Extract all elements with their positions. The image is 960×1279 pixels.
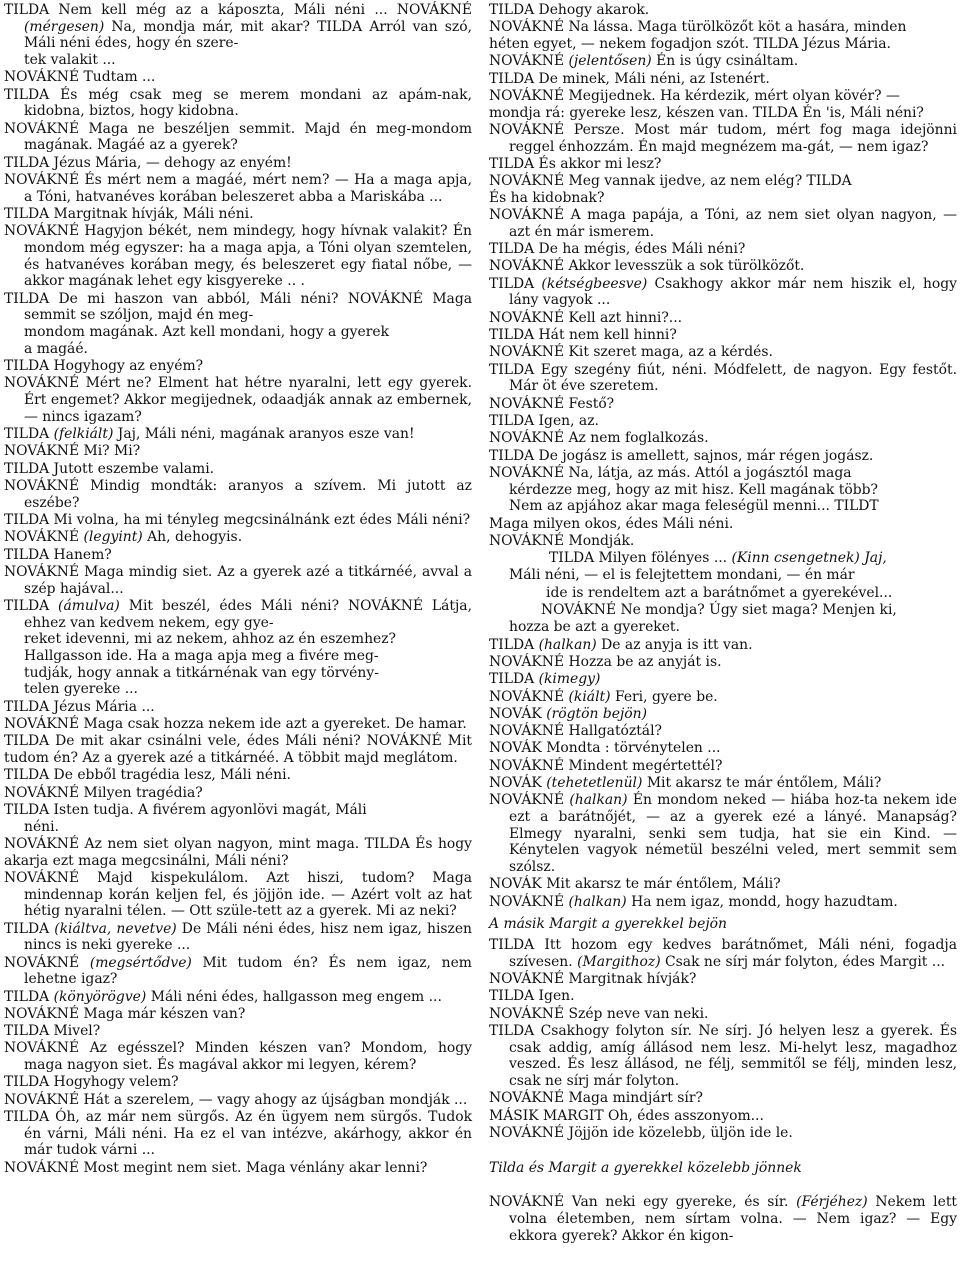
stage-aside: (Margithoz) (577, 953, 661, 970)
dialogue-paragraph (489, 1023, 957, 1090)
dialogue-text: TILDA (4, 426, 54, 443)
dialogue-text: Feri, gyere be. (610, 688, 718, 705)
dialogue-text: NOVÁKNÉ Maga ne beszéljen semmit. Majd én meg-mondom magának. Magáé az a gyerek? (4, 120, 472, 154)
dialogue-text: TILDA Igen, az. (489, 412, 599, 429)
dialogue-paragraph (4, 989, 472, 1006)
dialogue-paragraph (4, 564, 472, 597)
dialogue-paragraph (4, 443, 472, 460)
dialogue-paragraph (4, 785, 472, 802)
dialogue-text: TILDA Nem kell még az a káposzta, Máli néni ... NOVÁKNÉ (4, 2, 472, 18)
right-text-column (489, 2, 957, 1245)
dialogue-text: TILDA És akkor mi lesz? (489, 155, 662, 172)
dialogue-paragraph (489, 876, 957, 893)
dialogue-paragraph (489, 894, 957, 911)
dialogue-paragraph (489, 2, 957, 19)
dialogue-paragraph (489, 1108, 957, 1125)
dialogue-paragraph (489, 775, 957, 792)
dialogue-text: NOVÁKNÉ Milyen tragédia? (4, 784, 203, 801)
dialogue-paragraph (4, 1040, 472, 1073)
dialogue-paragraph (4, 699, 472, 716)
dialogue-paragraph (489, 465, 957, 515)
left-text-column (4, 2, 472, 1177)
dialogue-text: NOVÁKNÉ Az nem foglalkozás. (489, 430, 709, 447)
dialogue-text: NOVÁKNÉ Kit szeret maga, az a kérdés. (489, 344, 773, 361)
dialogue-text: NOVÁKNÉ (489, 688, 569, 705)
dialogue-paragraph (4, 155, 472, 172)
stage-aside: (kiált) (568, 688, 611, 705)
dialogue-paragraph (489, 430, 957, 447)
dialogue-paragraph (4, 716, 472, 733)
dialogue-text: NOVÁKNÉ Festő? (489, 395, 615, 412)
dialogue-paragraph (4, 2, 472, 69)
dialogue-text: TILDA (4, 988, 54, 1005)
dialogue-paragraph (4, 172, 472, 205)
dialogue-text: NOVÁKNÉ Maga mindig siet. Az a gyerek azé a titkárnéé, avval a szép hajával... (4, 563, 472, 597)
dialogue-paragraph (489, 310, 957, 327)
stage-aside: (kétségbeesve) (541, 275, 648, 292)
dialogue-text: NOVÁKNÉ Mért ne? Elment hat hétre nyaralni, lett egy gyerek. Ért engemet? Akkor megijednek, odaadják annak az embernek, — nincs igazam? (4, 375, 472, 425)
dialogue-text: Mit akarsz te már éntőlem, Máli? (642, 775, 882, 792)
dialogue-text: NOVÁKNÉ Maga már készen van? (4, 1005, 246, 1022)
dialogue-paragraph (489, 533, 957, 550)
dialogue-paragraph (4, 955, 472, 988)
dialogue-text: Mit tudom én? És nem igaz, nem lehetne igaz? (24, 954, 472, 988)
stage-aside: (halkan) (538, 636, 597, 653)
dialogue-text: TILDA Hogyhogy az enyém? (4, 358, 204, 375)
dialogue-text: TILDA Dehogy akarok. (489, 2, 650, 18)
dialogue-text: NOVÁKNÉ Na, látja, az más. Attól a jogásztól maga kérdezze meg, hogy az mit hisz. Kell magának több? Nem az apjához akar maga feleségül menni... TILDT (489, 464, 879, 515)
dialogue-paragraph (4, 358, 472, 375)
dialogue-text: Maga milyen okos, édes Máli néni. (489, 515, 734, 532)
dialogue-text: NOVÁKNÉ Az egésszel? Minden készen van? Mondom, hogy maga nagyon siet. És magával akkor mi legyen, kérem? (4, 1040, 472, 1074)
dialogue-text: TILDA És még csak meg se merem mondani az apám-nak, kidobna, biztos, hogy kidobna. (4, 86, 472, 120)
dialogue-paragraph (489, 396, 957, 413)
dialogue-text: NOVÁKNÉ És mért nem a magáé, mért nem? — Ha a maga apja, a Tóni, hatvanéves korában beleszeret abba a Mariskába ... (4, 172, 472, 205)
dialogue-paragraph (4, 870, 472, 920)
dialogue-paragraph (489, 448, 957, 465)
dialogue-text: NOVÁKNÉ Mi? Mi? (4, 443, 141, 460)
dialogue-text: TILDA Óh, az már nem sürgős. Az én ügyem nem sürgős. Tudok én várni, Máli néni. Ha ez el van intézve, akárhogy, akkor én már tudok várni ... (4, 1109, 472, 1159)
dialogue-paragraph (4, 426, 472, 443)
dialogue-text: TILDA Mivel? (4, 1023, 101, 1040)
stage-direction (489, 916, 957, 933)
dialogue-text: TILDA Mi volna, ha mi tényleg megcsinálnánk ezt édes Máli néni? (4, 512, 471, 528)
dialogue-paragraph (489, 241, 957, 258)
dialogue-text: NOVÁKNÉ Az nem siet olyan nagyon, mint maga. TILDA És hogy akarja ezt maga megcsinálni, Máli néni? (4, 835, 472, 869)
dialogue-text: NOVÁKNÉ Margitnak hívják? (489, 971, 697, 988)
dialogue-paragraph (489, 327, 957, 344)
stage-aside: (mérgesen) (24, 18, 105, 35)
dialogue-text: NOVÁKNÉ Hallgatóztál? (489, 723, 662, 740)
dialogue-text: NOVÁKNÉ Maga mindjárt sír? (489, 1090, 703, 1107)
stage-aside: (felkiált) (53, 426, 114, 443)
dialogue-text: NOVÁKNÉ Tudtam ... (4, 69, 156, 86)
dialogue-text: Mit beszél, édes Máli néni? NOVÁKNÉ Látja, ehhez van kedvem nekem, egy gye- reket idevenni, mi az nekem, ahhoz az én eszemhez? Hallgasson ide. Ha a maga apja meg a fivére meg- tudják, hogy annak a titkárnénak van egy törvény- telen gyereke ... (24, 597, 473, 698)
dialogue-paragraph (541, 602, 957, 619)
stage-direction (489, 1160, 957, 1177)
dialogue-text: De az anyja is itt van. (596, 636, 753, 653)
dialogue-text: NOVÁKNÉ (4, 529, 84, 546)
dialogue-text: MÁSIK MARGIT Oh, édes asszonyom... (489, 1107, 764, 1124)
stage-aside: (megsértődve) (89, 954, 192, 971)
dialogue-text: Ha nem igaz, mondd, hogy hazudtam. (626, 893, 898, 910)
dialogue-paragraph (489, 1194, 957, 1244)
dialogue-text: NOVÁK Mondta : törvénytelen ... (489, 740, 721, 757)
stage-aside: (Férjéhez) (796, 1194, 868, 1211)
dialogue-paragraph (4, 1074, 472, 1091)
dialogue-paragraph (4, 1092, 472, 1109)
stage-aside: (kiáltva, nevetve) (54, 920, 177, 937)
dialogue-text: TILDA (4, 597, 59, 614)
dialogue-paragraph (489, 671, 957, 688)
dialogue-text: TILDA Igen. (489, 988, 575, 1005)
dialogue-paragraph (4, 121, 472, 154)
dialogue-text: NOVÁKNÉ Hagyjon békét, nem mindegy, hogy hívnak valakit? Én mondom még egyszer: ha a maga apja, a Tóni olyan szemtelen, és hatvanéves korában megy, és beleszeret egy fiatal nőbe, — akkor magának lehet egy kisgyereke .. . (4, 223, 472, 290)
dialogue-paragraph (509, 619, 957, 636)
dialogue-paragraph (489, 53, 957, 70)
dialogue-text: NOVÁKNÉ Mindig mondták: aranyos a szívem. Mi jutott az eszébe? (4, 478, 472, 511)
dialogue-text: Csak ne sírj már folyton, édes Margit ... (660, 953, 946, 970)
dialogue-paragraph (489, 173, 957, 206)
dialogue-text: Csakhogy akkor már nem hiszik el, hogy lány vagyok ... (509, 275, 957, 309)
dialogue-text: TILDA Margitnak hívják, Máli néni. (4, 206, 254, 222)
dialogue-paragraph (489, 654, 957, 671)
stage-aside: (jelentősen) (568, 53, 652, 70)
dialogue-paragraph (489, 1006, 957, 1023)
stage-aside: (könyörögve) (53, 988, 147, 1005)
dialogue-text: NOVÁKNÉ Meg vannak ijedve, az nem elég? TILDA És ha kidobnak? (489, 173, 852, 206)
dialogue-paragraph (489, 637, 957, 654)
dialogue-paragraph (4, 921, 472, 954)
dialogue-text: NOVÁKNÉ Maga csak hozza nekem ide azt a gyereket. De hamar. (4, 716, 467, 732)
dialogue-paragraph (489, 276, 957, 309)
dialogue-text: hozza be azt a gyereket. (509, 619, 680, 636)
stage-direction-text: Tilda és Margit a gyerekkel közelebb jönnek (489, 1159, 802, 1176)
stage-aside: (legyint) (83, 529, 143, 546)
dialogue-paragraph (549, 550, 957, 567)
dialogue-text: NOVÁKNÉ (4, 954, 90, 971)
dialogue-text: NOVÁKNÉ Jöjjön ide közelebb, üljön ide le. (489, 1125, 793, 1142)
dialogue-paragraph (4, 733, 472, 766)
stage-aside: (halkan) (568, 893, 627, 910)
dialogue-paragraph (4, 461, 472, 478)
dialogue-paragraph (489, 1090, 957, 1107)
dialogue-text: TILDA Egy szegény fiút, néni. Módfelett, de nagyon. Egy festőt. Már öt éve szeretem. (489, 361, 957, 395)
dialogue-paragraph (489, 258, 957, 275)
dialogue-text: ide is rendeltem azt a barátnőmet a gyerekével... (546, 584, 893, 601)
dialogue-paragraph (4, 223, 472, 290)
dialogue-paragraph (489, 413, 957, 430)
dialogue-paragraph (489, 937, 957, 970)
dialogue-paragraph (4, 547, 472, 564)
dialogue-paragraph (4, 802, 472, 835)
dialogue-paragraph (489, 207, 957, 240)
dialogue-text: Én is úgy csináltam. (651, 53, 799, 70)
dialogue-text: TILDA Hát nem kell hinni? (489, 327, 677, 344)
dialogue-text: TILDA Hanem? (4, 546, 112, 563)
dialogue-text: NOVÁKNÉ Szép neve van neki. (489, 1005, 709, 1022)
dialogue-paragraph (489, 71, 957, 88)
dialogue-text: Jaj, Máli néni, magának aranyos esze van! (113, 426, 415, 443)
dialogue-text: NOVÁKNÉ Van neki egy gyereke, és sír. (489, 1194, 797, 1211)
dialogue-text: NOVÁKNÉ A maga papája, a Tóni, az nem siet olyan nagyon, — azt én már ismerem. (489, 207, 957, 240)
dialogue-text: NOVÁKNÉ Hát a szerelem, — vagy ahogy az újságban mondják ... (4, 1091, 468, 1108)
stage-aside: (kimegy) (538, 671, 601, 688)
dialogue-text: TILDA De mit akar csinálni vele, édes Máli néni? NOVÁKNÉ Mit tudom én? Az a gyerek azé a titkárnéé. A többit majd meglátom. (4, 733, 472, 766)
dialogue-paragraph (4, 1109, 472, 1159)
dialogue-text: NOVÁKNÉ Na lássa. Maga türölközőt köt a hasára, minden héten egyet, — nekem fogadjon szót. TILDA Jézus Mária. (489, 19, 907, 52)
stage-aside: (Kinn csengetnek) Jaj, (731, 550, 887, 567)
dialogue-text: TILDA (489, 636, 539, 653)
dialogue-paragraph (489, 122, 957, 155)
dialogue-paragraph (489, 988, 957, 1005)
dialogue-paragraph (489, 516, 957, 533)
dialogue-paragraph (4, 512, 472, 529)
dialogue-paragraph (4, 767, 472, 784)
dialogue-paragraph (4, 598, 472, 698)
dialogue-paragraph (489, 706, 957, 723)
dialogue-paragraph (4, 87, 472, 120)
dialogue-paragraph (489, 344, 957, 361)
dialogue-paragraph (489, 156, 957, 173)
dialogue-text: NOVÁKNÉ (489, 53, 569, 70)
dialogue-paragraph (4, 1160, 472, 1177)
dialogue-text: NOVÁKNÉ Persze. Most már tudom, mért fog maga idejönni reggel énhozzám. Én majd megnézem ma-gát, — nem igaz? (489, 121, 957, 155)
dialogue-text: TILDA (4, 920, 55, 937)
dialogue-text: NOVÁKNÉ Mindent megértettél? (489, 757, 723, 774)
dialogue-paragraph (489, 19, 957, 52)
dialogue-text: TILDA Jézus Mária ... (4, 698, 155, 715)
dialogue-paragraph (489, 971, 957, 988)
dialogue-paragraph (546, 585, 957, 602)
dialogue-paragraph (4, 69, 472, 86)
dialogue-text: NOVÁKNÉ Akkor levesszük a sok türölközőt. (489, 258, 805, 275)
dialogue-text: NOVÁKNÉ Most megint nem siet. Maga vénlány akar lenni? (4, 1159, 428, 1176)
dialogue-paragraph (489, 792, 957, 876)
dialogue-paragraph (4, 1023, 472, 1040)
stage-direction-text: A másik Margit a gyerekkel bejön (489, 916, 727, 933)
dialogue-paragraph (4, 291, 472, 358)
dialogue-text: NOVÁKNÉ Kell azt hinni?... (489, 309, 683, 326)
dialogue-text: NOVÁK Mit akarsz te már éntőlem, Máli? (489, 876, 781, 893)
stage-aside: (ámulva) (58, 597, 120, 614)
stage-aside: (halkan) (569, 792, 628, 809)
dialogue-text: NOVÁKNÉ (489, 893, 569, 910)
dialogue-text: TILDA De jogász is amellett, sajnos, már régen jogász. (489, 447, 874, 464)
dialogue-text: TILDA Hogyhogy velem? (4, 1074, 179, 1091)
dialogue-text: TILDA De ha mégis, édes Máli néni? (489, 241, 746, 258)
dialogue-text: TILDA Milyen fölényes ... (549, 550, 732, 567)
stage-aside: (tehetetlenül) (546, 775, 643, 792)
dialogue-text: NOVÁKNÉ Megijednek. Ha kérdezik, mért olyan kövér? — mondja rá: gyereke lesz, készen van. TILDA Én 'is, Máli néni? (489, 87, 924, 121)
dialogue-text: TILDA De ebből tragédia lesz, Máli néni. (4, 767, 291, 784)
dialogue-text: NOVÁKNÉ Hozza be az anyját is. (489, 653, 722, 670)
dialogue-text: Nekem lett volna életemben, nem sírtam volna. — Nem igaz? — Egy ekkora gyerek? Akkor én kigon- (509, 1194, 958, 1244)
dialogue-text: TILDA De minek, Máli néni, az Istenért. (489, 70, 770, 87)
dialogue-text: Na, mondja már, mit akar? TILDA Arról van szó, Máli néni édes, hogy én szere- tek valakit ... (24, 18, 472, 69)
dialogue-paragraph (4, 529, 472, 546)
stage-aside: (rögtön bejön) (546, 705, 647, 722)
dialogue-text: Máli néni édes, hallgasson meg engem ... (146, 988, 442, 1005)
dialogue-text: NOVÁKNÉ Mondják. (489, 532, 635, 549)
dialogue-text: NOVÁK (489, 705, 547, 722)
dialogue-text: Én mondom neked — hiába hoz-ta nekem ide ezt a barátnőjét, — az a gyerek ezé a lányé. Manapság? Elmegy nyaralni, senki sem tudja, hat sie ein Kind. — Kénytelen vagyok németül beszélni veled, mert semmit sem szólsz. (509, 792, 957, 876)
dialogue-paragraph (4, 375, 472, 425)
dialogue-paragraph (489, 689, 957, 706)
dialogue-text: NOVÁK (489, 775, 547, 792)
dialogue-paragraph (489, 723, 957, 740)
dialogue-paragraph (489, 740, 957, 757)
dialogue-text: TILDA (489, 671, 539, 688)
dialogue-text: De Máli néni édes, hisz nem igaz, hiszen nincs is neki gyereke ... (24, 920, 472, 954)
dialogue-paragraph (4, 478, 472, 511)
dialogue-text: TILDA Jézus Mária, — dehogy az enyém! (4, 154, 292, 171)
dialogue-text: TILDA Itt hozom egy kedves barátnőmet, Máli néni, fogadja szívesen. (489, 937, 957, 970)
dialogue-text: NOVÁKNÉ Ne mondja? Úgy siet maga? Menjen ki, (541, 602, 897, 619)
dialogue-paragraph (489, 362, 957, 395)
dialogue-text: Ah, dehogyis. (142, 529, 243, 546)
dialogue-paragraph (489, 758, 957, 775)
dialogue-paragraph (489, 88, 957, 121)
dialogue-paragraph (4, 836, 472, 869)
dialogue-text: TILDA Csakhogy folyton sír. Ne sírj. Jó helyen lesz a gyerek. És csak addig, amíg állásod nem lesz. Mi-helyt lesz, magadhoz veszed. És lesz állásod, ne félj, semmitől se félj, minden lesz, csak ne sírj már folyton. (489, 1023, 957, 1090)
dialogue-paragraph (4, 1006, 472, 1023)
dialogue-text: TILDA Isten tudja. A fivérem agyonlövi magát, Máli néni. (4, 801, 367, 835)
dialogue-text: TILDA De mi haszon van abból, Máli néni? NOVÁKNÉ Maga semmit se szóljon, majd én meg- mondom magának. Azt kell mondani, hogy a gyerek a magáé. (4, 290, 472, 357)
dialogue-text: NOVÁKNÉ (489, 792, 570, 809)
dialogue-paragraph (489, 1125, 957, 1142)
dialogue-paragraph (4, 206, 472, 223)
dialogue-text: TILDA Jutott eszembe valami. (4, 460, 215, 477)
dialogue-paragraph (509, 567, 957, 584)
dialogue-text: NOVÁKNÉ Majd kispekulálom. Azt hiszi, tudom? Maga mindennap korán keljen fel, és jöjjön ide. — Azért volt az hat hétig nyaralni télen. — Ott szüle-tett az a gyerek. Mi az neki? (4, 869, 472, 920)
dialogue-text: TILDA (489, 275, 542, 292)
dialogue-text: Máli néni, — el is felejtettem mondani, — én már (509, 567, 855, 584)
